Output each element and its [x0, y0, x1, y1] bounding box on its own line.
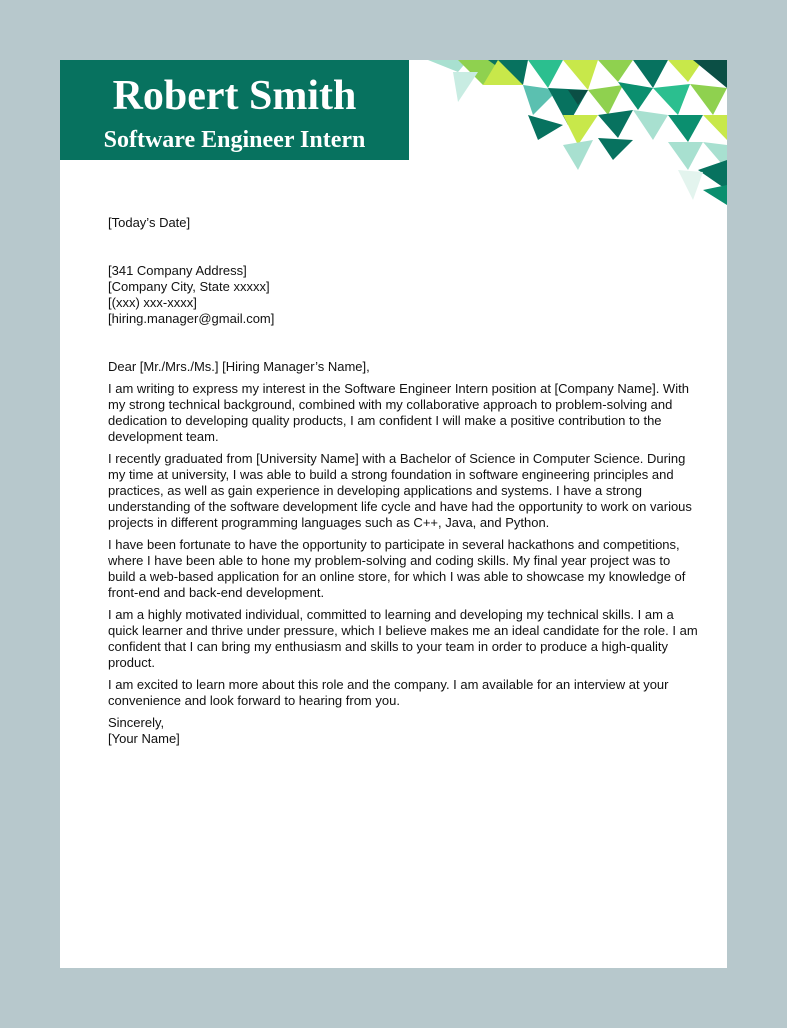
closing-phrase: Sincerely,: [108, 715, 165, 730]
letter-body: [108, 215, 698, 747]
address-line: [341 Company Address]: [108, 263, 247, 278]
closing: [108, 715, 698, 747]
address-line: [Company City, State xxxxx]: [108, 279, 270, 294]
body-paragraph: I am a highly motivated individual, committed to learning and developing my technical skills. I am a quick learner and thrive under pressure, which I believe makes me an ideal candidate for the role. I am confident that I can bring my enthusiasm and skills to your team in order to produce a high-quality product.: [108, 607, 698, 670]
body-paragraph: I am writing to express my interest in the Software Engineer Intern position at [Company Name]. With my strong technical background, combined with my collaborative approach to problem-solving and dedication to developing quality products, I am confident I will make a positive contribution to the development team.: [108, 381, 689, 444]
letter-date: [Today’s Date]: [108, 215, 191, 230]
applicant-name: Robert Smith: [112, 73, 357, 119]
header-band: [60, 60, 409, 160]
body-paragraph: I have been fortunate to have the opportunity to participate in several hackathons and competitions, where I have been able to hone my problem-solving and coding skills. My final year project was to build a web-based application for an online store, for which I was able to showcase my knowledge of front-end and back-end development.: [108, 537, 686, 600]
salutation: Dear [Mr./Mrs./Ms.] [Hiring Manager’s Name],: [108, 359, 370, 374]
body-paragraph: I am excited to learn more about this role and the company. I am available for an interview at your convenience and look forward to hearing from you.: [108, 677, 669, 708]
address-line: [(xxx) xxx-xxxx]: [108, 295, 197, 310]
address-line: [hiring.manager@gmail.com]: [108, 311, 275, 326]
applicant-title: Software Engineer Intern: [103, 127, 366, 153]
cover-letter-page: [60, 60, 727, 968]
signature-name: [Your Name]: [108, 731, 180, 746]
geometric-decoration: [428, 60, 727, 205]
body-paragraph: I recently graduated from [University Name] with a Bachelor of Science in Computer Science. During my time at university, I was able to build a strong foundation in software engineering principles and practices, as well as gain experience in developing applications and systems. I have a strong understanding of the software development life cycle and have had the opportunity to work on various projects in different programming languages such as C++, Java, and Python.: [108, 451, 692, 530]
recipient-address: [108, 263, 698, 327]
